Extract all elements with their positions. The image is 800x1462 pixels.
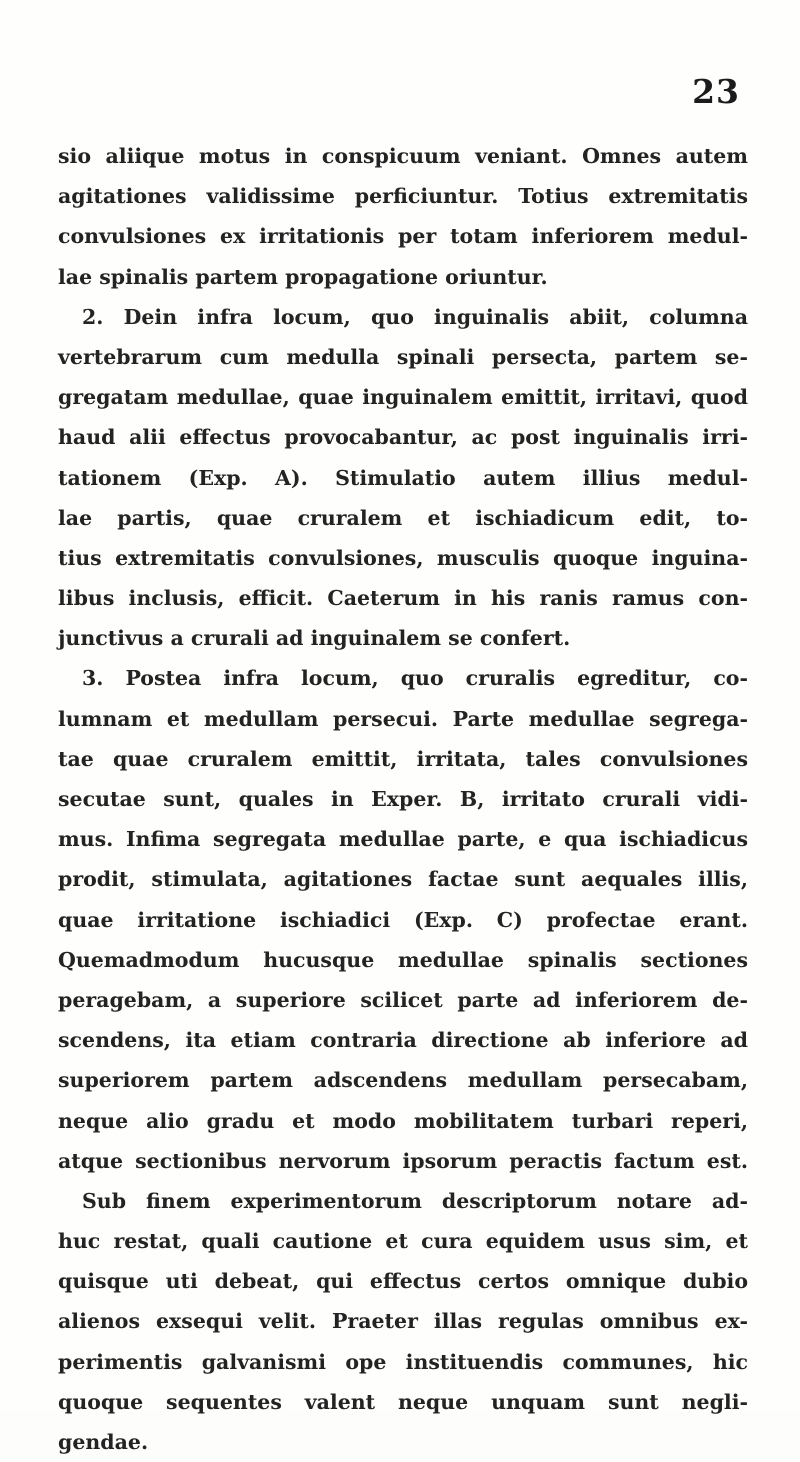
text-line: tae quae cruralem emittit, irritata, tales convulsiones — [58, 746, 748, 771]
text-line: neque alio gradu et modo mobilitatem turbari reperi, — [58, 1108, 748, 1133]
text-line: perimentis galvanismi ope instituendis communes, hic — [58, 1349, 748, 1374]
text-line: sio aliique motus in conspicuum veniant. Omnes autem — [58, 144, 748, 168]
text-line: lae spinalis partem propagatione oriuntur. — [58, 264, 548, 289]
text-line: gendae. — [58, 1430, 149, 1454]
text-line: tationem (Exp. A). Stimulatio autem illius medul- — [58, 465, 748, 490]
text-line: quisque uti debeat, qui effectus certos omnique dubio — [58, 1269, 748, 1294]
text-line: gregatam medullae, quae inguinalem emittit, irritavi, quod — [58, 385, 748, 410]
text-line: lae partis, quae cruralem et ischiadicum edit, to- — [58, 505, 748, 530]
text-line: secutae sunt, quales in Exper. B, irritato crurali vidi- — [58, 787, 748, 811]
text-line: 2. Dein infra locum, quo inguinalis abiit, columna — [82, 304, 748, 329]
text-line: prodit, stimulata, agitationes factae sunt aequales illis, — [58, 867, 748, 892]
page-number: 23 — [692, 72, 740, 111]
text-line: quae irritatione ischiadici (Exp. C) profectae erant. — [58, 907, 748, 932]
text-line: lumnam et medullam persecui. Parte medullae segrega- — [58, 706, 748, 731]
text-line: vertebrarum cum medulla spinali persecta, partem se- — [58, 344, 748, 369]
text-line: alienos exsequi velit. Praeter illas regulas omnibus ex- — [58, 1309, 748, 1334]
text-line: Quemadmodum hucusque medullae spinalis sectiones — [58, 947, 748, 972]
body-text — [58, 136, 748, 1462]
text-line: libus inclusis, efficit. Caeterum in his ranis ramus con- — [58, 586, 748, 611]
text-line: 3. Postea infra locum, quo cruralis egreditur, co- — [82, 666, 748, 691]
text-line: convulsiones ex irritationis per totam inferiorem medul- — [58, 224, 748, 249]
text-line: haud alii effectus provocabantur, ac post inguinalis irri- — [58, 425, 748, 450]
text-line: mus. Infima segregata medullae parte, e qua ischiadicus — [58, 827, 748, 852]
text-line: huc restat, quali cautione et cura equidem usus sim, et — [58, 1229, 748, 1254]
text-line: tius extremitatis convulsiones, musculis quoque inguina- — [58, 545, 748, 570]
text-line: scendens, ita etiam contraria directione ab inferiore ad — [58, 1028, 748, 1053]
text-line: agitationes validissime perficiuntur. Totius extremitatis — [58, 184, 748, 209]
text-line: peragebam, a superiore scilicet parte ad inferiorem de- — [58, 987, 748, 1012]
text-line: quoque sequentes valent neque unquam sunt negli- — [58, 1389, 748, 1414]
text-line: superiorem partem adscendens medullam persecabam, — [58, 1068, 748, 1093]
text-line: Sub finem experimentorum descriptorum notare ad- — [82, 1188, 748, 1213]
text-line: atque sectionibus nervorum ipsorum peractis factum est. — [58, 1148, 748, 1173]
text-line: junctivus a crurali ad inguinalem se confert. — [58, 626, 571, 651]
